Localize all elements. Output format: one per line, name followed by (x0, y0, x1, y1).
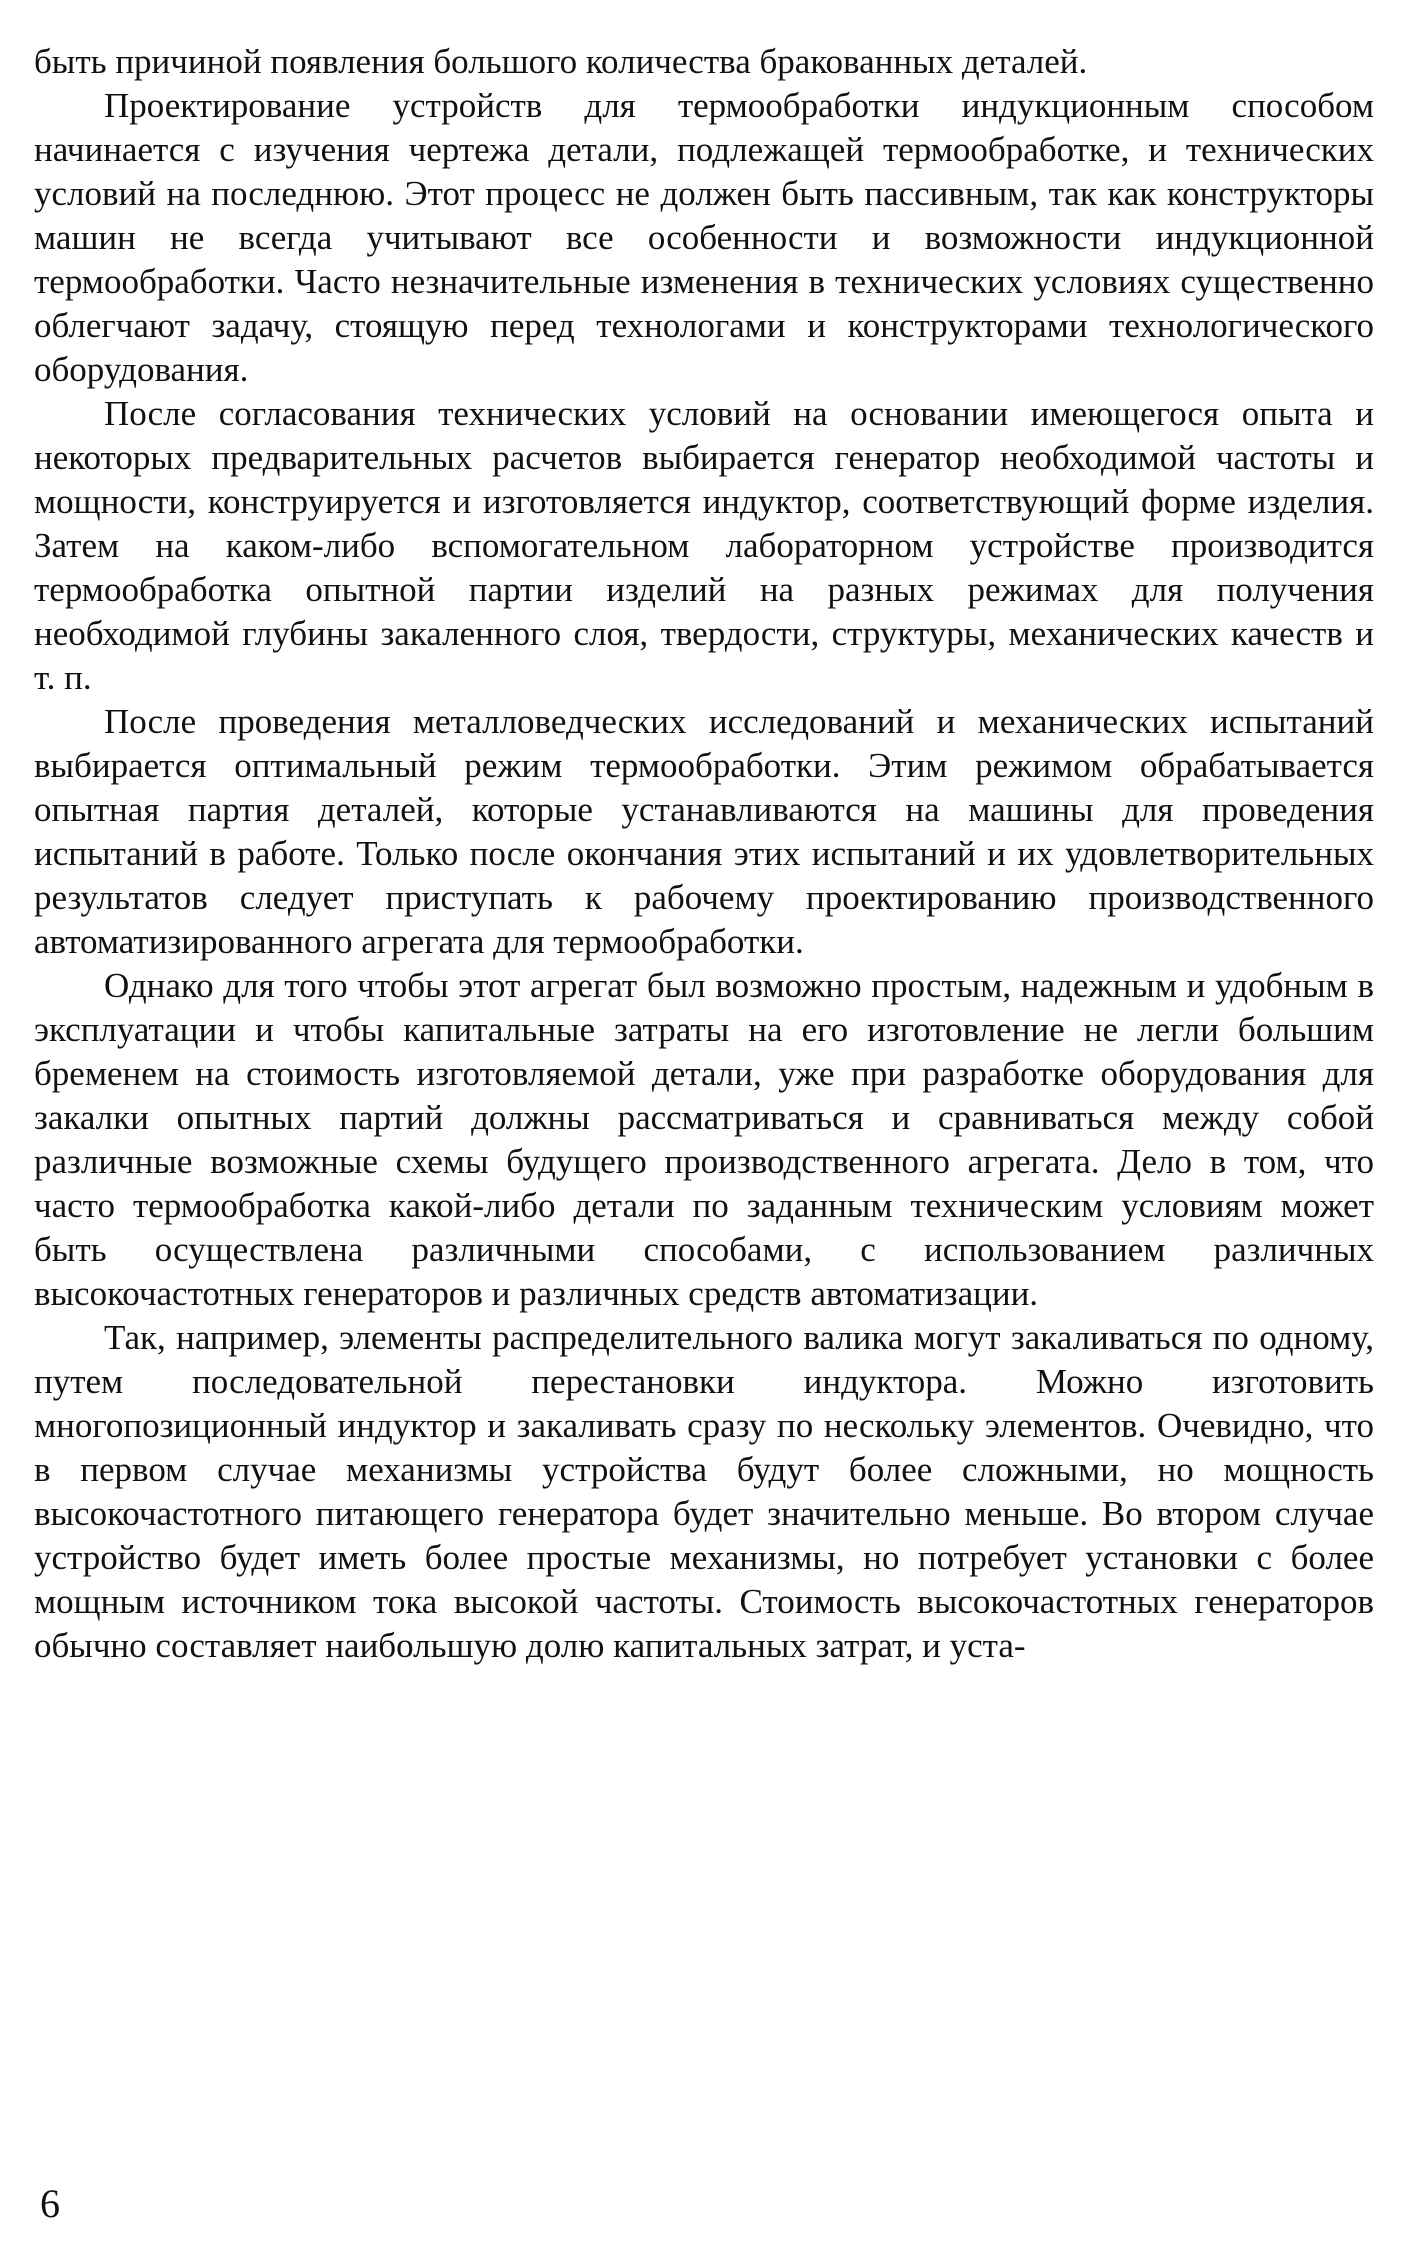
paragraph-4: После проведения металловедческих исследований и механических испытаний выбирается оптимальный режим термообработки. Этим режимом обрабатывается опытная партия деталей, которые устанавливаются на машины для проведения испытаний в работе. Только после окончания этих испытаний и их удовлетворительных результатов следует приступать к рабочему проектированию производственного автоматизированного агрегата для термообработки. (34, 702, 1374, 961)
page-body (34, 40, 1374, 1668)
paragraph-6: Так, например, элементы распределительного валика могут закаливаться по одному, путем последовательной перестановки индуктора. Можно изготовить многопозиционный индуктор и закаливать сразу по нескольку элементов. Очевидно, что в первом случае механизмы устройства будут более сложными, но мощность высокочастотного питающего генератора будет значительно меньше. Во втором случае устройство будет иметь более простые механизмы, но потребует установки с более мощным источником тока высокой частоты. Стоимость высокочастотных генераторов обычно составляет наибольшую долю капитальных затрат, и уста- (34, 1318, 1374, 1665)
paragraph-3: После согласования технических условий на основании имеющегося опыта и некоторых предварительных расчетов выбирается генератор необходимой частоты и мощности, конструируется и изготовляется индуктор, соответствующий форме изделия. Затем на каком-либо вспомогательном лабораторном устройстве производится термообработка опытной партии изделий на разных режимах для получения необходимой глубины закаленного слоя, твердости, структуры, механических качеств и т. п. (34, 394, 1374, 697)
paragraph-5: Однако для того чтобы этот агрегат был возможно простым, надежным и удобным в эксплуатации и чтобы капитальные затраты на его изготовление не легли большим бременем на стоимость изготовляемой детали, уже при разработке оборудования для закалки опытных партий должны рассматриваться и сравниваться между собой различные возможные схемы будущего производственного агрегата. Дело в том, что часто термообработка какой-либо детали по заданным техническим условиям может быть осуществлена различными способами, с использованием различных высокочастотных генераторов и различных средств автоматизации. (34, 966, 1374, 1313)
page-number: 6 (40, 2181, 60, 2226)
paragraph-1: быть причиной появления большого количества бракованных деталей. (34, 42, 1088, 81)
paragraph-2: Проектирование устройств для термообработки индукционным способом начинается с изучения чертежа детали, подлежащей термообработке, и технических условий на последнюю. Этот процесс не должен быть пассивным, так как конструкторы машин не всегда учитывают все особенности и возможности индукционной термообработки. Часто незначительные изменения в технических условиях существенно облегчают задачу, стоящую перед технологами и конструкторами технологического оборудования. (34, 86, 1374, 389)
